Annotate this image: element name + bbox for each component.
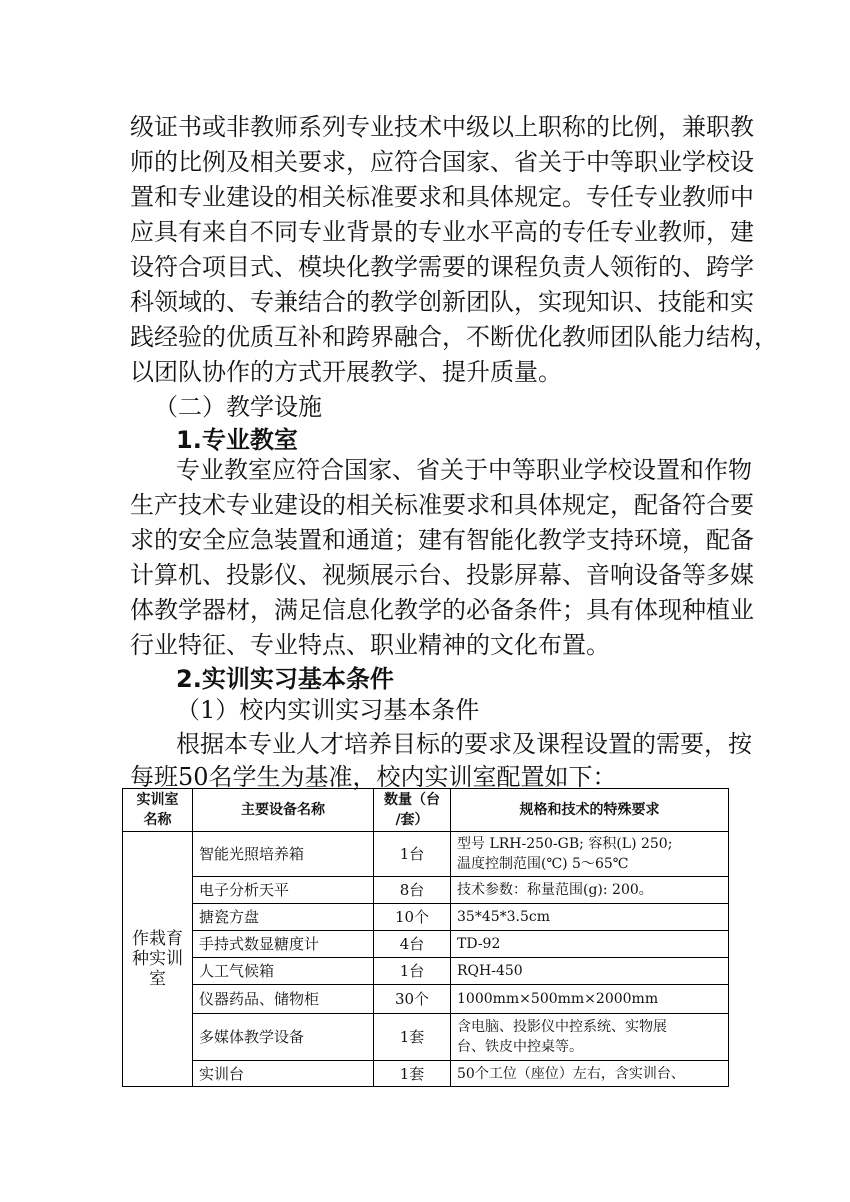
body-text-line: 每班50名学生为基准，校内实训室配置如下： — [130, 763, 617, 791]
equipment-name: 电子分析天平 — [193, 877, 374, 904]
equipment-qty: 8台 — [374, 877, 451, 904]
equipment-qty: 10个 — [374, 904, 451, 931]
subheading-training: 2.实训实习基本条件 — [176, 665, 394, 693]
body-text-line: 专业教室应符合国家、省关于中等职业学校设置和作物 — [176, 456, 752, 484]
body-text-line: 设符合项目式、模块化教学需要的课程负责人领衔的、跨学 — [130, 253, 754, 281]
equipment-name: 仪器药品、储物柜 — [193, 985, 374, 1014]
equipment-spec: 1000mm×500mm×2000mm — [451, 985, 729, 1014]
body-text-line: 师的比例及相关要求，应符合国家、省关于中等职业学校设 — [130, 148, 754, 176]
header-room-name: 实训室 名称 — [123, 789, 193, 832]
table-row — [123, 1014, 729, 1061]
equipment-qty: 1台 — [374, 958, 451, 985]
equipment-table — [122, 788, 729, 1087]
table-row — [123, 931, 729, 958]
table-row — [123, 877, 729, 904]
subheading-oncampus: （1）校内实训实习基本条件 — [176, 696, 480, 724]
body-text-line: 生产技术专业建设的相关标准要求和具体规定，配备符合要 — [130, 491, 754, 519]
equipment-spec: TD-92 — [451, 931, 729, 958]
equipment-spec: RQH-450 — [451, 958, 729, 985]
body-text-line: 行业特征、专业特点、职业精神的文化布置。 — [130, 631, 610, 659]
body-text-line: 科领域的、专兼结合的教学创新团队，实现知识、技能和实 — [130, 288, 754, 316]
body-text-line: 求的安全应急装置和通道；建有智能化教学支持环境，配备 — [130, 526, 754, 554]
equipment-name: 实训台 — [193, 1061, 374, 1087]
body-text-line: 根据本专业人才培养目标的要求及课程设置的需要，按 — [176, 730, 752, 758]
header-spec: 规格和技术的特殊要求 — [451, 789, 729, 832]
body-text-line: 践经验的优质互补和跨界融合，不断优化教师团队能力结构， — [130, 323, 778, 351]
body-text-line: 级证书或非教师系列专业技术中级以上职称的比例，兼职教 — [130, 113, 754, 141]
equipment-qty: 4台 — [374, 931, 451, 958]
equipment-spec: 技术参数：称量范围(g): 200。 — [451, 877, 729, 904]
body-text-line: 应具有来自不同专业背景的专业水平高的专任专业教师，建 — [130, 218, 754, 246]
equipment-qty: 1台 — [374, 832, 451, 877]
equipment-name: 搪瓷方盘 — [193, 904, 374, 931]
table-row — [123, 1061, 729, 1087]
equipment-spec: 50个工位（座位）左右，含实训台、 — [451, 1061, 729, 1087]
body-text-line: 计算机、投影仪、视频展示台、投影屏幕、音响设备等多媒 — [130, 561, 754, 589]
table-row — [123, 832, 729, 877]
equipment-spec: 35*45*3.5cm — [451, 904, 729, 931]
body-text-line: 置和专业建设的相关标准要求和具体规定。专任专业教师中 — [130, 183, 754, 211]
equipment-qty: 1套 — [374, 1061, 451, 1087]
equipment-name: 智能光照培养箱 — [193, 832, 374, 877]
room-name-cell: 作栽育 种实训 室 — [123, 832, 193, 1087]
table-row — [123, 904, 729, 931]
equipment-qty: 1套 — [374, 1014, 451, 1061]
equipment-name: 多媒体教学设备 — [193, 1014, 374, 1061]
table-header-row — [123, 789, 729, 832]
table-row — [123, 958, 729, 985]
equipment-name: 手持式数显糖度计 — [193, 931, 374, 958]
body-text-line: 以团队协作的方式开展教学、提升质量。 — [130, 358, 562, 386]
body-text-line: 体教学器材，满足信息化教学的必备条件；具有体现种植业 — [130, 596, 754, 624]
header-quantity: 数量（台 /套） — [374, 789, 451, 832]
header-equipment: 主要设备名称 — [193, 789, 374, 832]
equipment-spec: 型号 LRH-250-GB; 容积(L) 250; 温度控制范围(℃) 5～65℃ — [451, 832, 729, 877]
subheading-classroom: 1.专业教室 — [176, 426, 298, 454]
table-row — [123, 985, 729, 1014]
section-heading: （二）教学设施 — [154, 393, 322, 421]
equipment-qty: 30个 — [374, 985, 451, 1014]
equipment-spec: 含电脑、投影仪中控系统、实物展 台、铁皮中控桌等。 — [451, 1014, 729, 1061]
equipment-name: 人工气候箱 — [193, 958, 374, 985]
